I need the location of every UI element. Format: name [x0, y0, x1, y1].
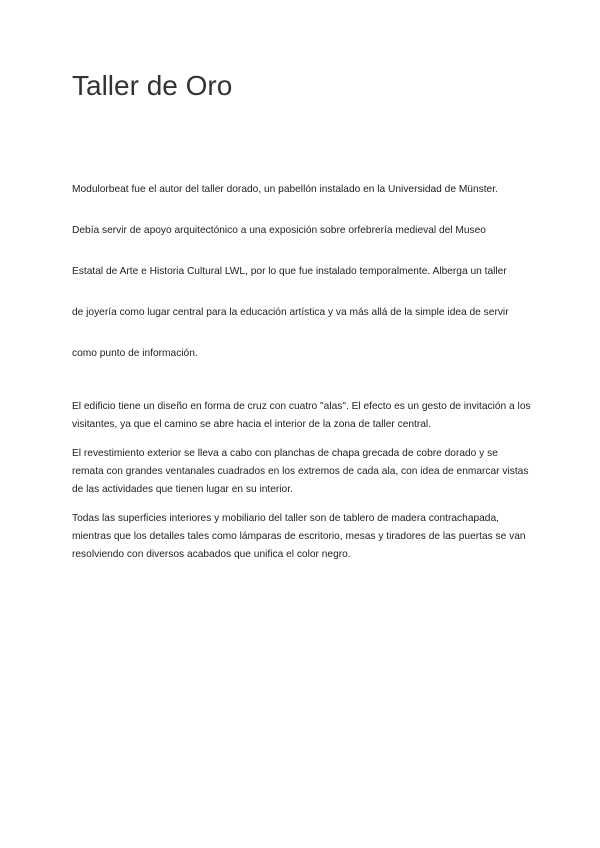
intro-line: Estatal de Arte e Historia Cultural LWL, por lo que fue instalado temporalmente. Alberga un taller [72, 266, 507, 277]
intro-line: como punto de información. [72, 348, 198, 359]
intro-line: de joyería como lugar central para la educación artística y va más allá de la simple idea de servir [72, 307, 509, 318]
body-paragraph: El revestimiento exterior se lleva a cabo con planchas de chapa grecada de cobre dorado y se remata con grandes ventanales cuadrados en los extremos de cada ala, con idea de enmarcar vistas de las actividades que tienen lugar en su interior. [72, 448, 529, 495]
body-paragraph: El edificio tiene un diseño en forma de cruz con cuatro "alas". El efecto es un gesto de invitación a los visitantes, ya que el camino se abre hacia el interior de la zona de taller central. [72, 401, 531, 430]
page-title: Taller de Oro [72, 70, 233, 101]
intro-line: Modulorbeat fue el autor del taller dorado, un pabellón instalado en la Universidad de Münster. [72, 184, 498, 195]
intro-line: Debía servir de apoyo arquitectónico a una exposición sobre orfebrería medieval del Museo [72, 225, 486, 236]
body-paragraph: Todas las superficies interiores y mobiliario del taller son de tablero de madera contrachapada, mientras que los detalles tales como lámparas de escritorio, mesas y tiradores de las puertas se van resolviendo con diversos acabados que unifica el color negro. [72, 513, 526, 560]
